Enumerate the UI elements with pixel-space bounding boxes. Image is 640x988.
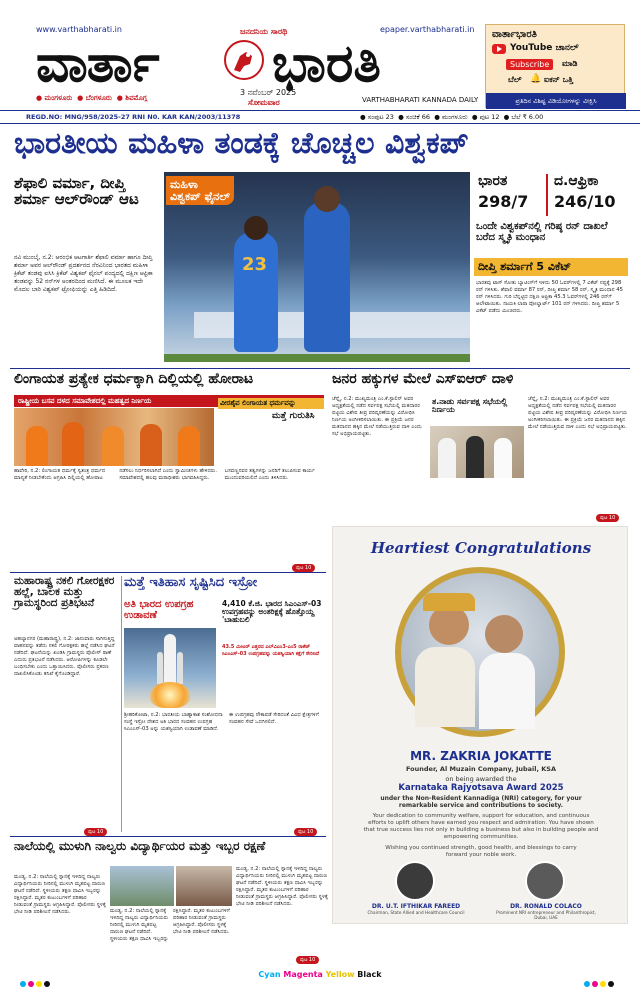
deepti-wickets: ದೀಪ್ತಿ ಶರ್ಮಾಗೆ 5 ವಿಕೆಟ್ <box>474 258 628 276</box>
lingayat-banner: ರಾಷ್ಟ್ರೀಯ ಬಸವ ದಳದ ಸಮಾವೇಶದಲ್ಲಿ ಮಹತ್ವದ ನಿರ್ಣಯ <box>14 395 324 407</box>
isro-note: 43.5 ಮೀಟರ್ ಎತ್ತರದ ಎಲ್‌ವಿಎಂ3-ಎಂ5 ರಾಕೆಟ್ ಸಿಎಂಎಸ್-03 ಉಪಗ್ರಹವನ್ನು ಯಶಸ್ವಿಯಾಗಿ ಕಕ್ಷೆಗೆ ಸೇರಿಸಿದೆ <box>222 644 319 657</box>
sir-photo <box>430 426 524 478</box>
lingayat-photo <box>14 408 214 466</box>
canal-photo-2 <box>176 866 232 906</box>
team-india: ಭಾರತ <box>478 173 508 189</box>
maharashtra-readmore[interactable]: ಪುಟ 10 <box>84 828 107 836</box>
cmyk-black: Black <box>357 970 382 979</box>
volume: ● ಸಂಪುಟ 23 <box>360 113 394 121</box>
sir-headline[interactable]: ಜನರ ಹಕ್ಕುಗಳ ಮೇಲೆ ಎಸ್‌ಐಆರ್ ದಾಳಿ <box>332 371 514 387</box>
canal-readmore[interactable]: ಪುಟ 10 <box>296 956 319 964</box>
subscribe-button[interactable]: Subscribe <box>506 59 553 70</box>
scoreboard <box>474 172 628 218</box>
cmyk-yellow: Yellow <box>325 970 355 979</box>
isro-label: ಅತಿ ಭಾರದ ಉಪಗ್ರಹ ಉಡಾವಣೆ <box>124 599 194 621</box>
pages: ● ಪುಟ 12 <box>471 113 500 121</box>
edition-mangaluru: ● ಮಂಗಳೂರು <box>36 94 73 102</box>
issue-meta <box>360 113 543 122</box>
edition-shivamogga: ● ಶಿವಮೊಗ್ಗ <box>116 94 148 102</box>
canal-body-left: ಮಂಡ್ಯ, ನ.2: ನಾಲೆಯಲ್ಲಿ ಸ್ನಾನಕ್ಕೆ ಇಳಿದಿದ್ದ ನಾಲ್ವರು ವಿದ್ಯಾರ್ಥಿನಿಯರು ನೀರಿನಲ್ಲಿ ಮುಳುಗಿ ಮೃತಪಟ್ಟ ದಾರುಣ ಘಟನೆ ನಡೆದಿದೆ. ಸ್ಥಳೀಯರು ತಕ್ಷಣ ಧಾವಿಸಿ ಇಬ್ಬರನ್ನು ರಕ್ಷಿಸಿದ್ದಾರೆ. ಮೃತರ ಕುಟುಂಬಗಳಿಗೆ ಪರಿಹಾರ ನೀಡುವಂತೆ ಗ್ರಾಮಸ್ಥರು ಆಗ್ರಹಿಸಿದ್ದಾರೆ. ಪೊಲೀಸರು ಸ್ಥಳಕ್ಕೆ ಭೇಟಿ ನೀಡಿ ಪರಿಶೀಲನೆ ನಡೆಸಿದರು. <box>14 874 106 915</box>
team-sa: ದ.ಆಫ್ರಿಕಾ <box>554 173 599 189</box>
lingayat-side-sub: ಮತ್ತೆ ಗುರುತಿಸಿ <box>272 411 315 421</box>
isro-body: ಶ್ರೀಹರಿಕೋಟಾ, ನ.2: ಭಾರತೀಯ ಬಾಹ್ಯಾಕಾಶ ಸಂಶೋಧನಾ ಸಂಸ್ಥೆ ಇಸ್ರೋ ದೇಶದ ಅತಿ ಭಾರದ ಸಂವಹನ ಉಪಗ್ರಹ ಸಿಎಂಎಸ್-03 ಅನ್ನು ಯಶಸ್ವಿಯಾಗಿ ಉಡಾವಣೆ ಮಾಡಿದೆ. ಈ ಉಪಗ್ರಹವು ನೌಕಾಪಡೆ ಸೇರಿದಂತೆ ವಿವಿಧ ಕ್ಷೇತ್ರಗಳಿಗೆ ಸಂವಹನ ಸೇವೆ ಒದಗಿಸಲಿದೆ. <box>124 712 319 732</box>
edition-list <box>36 94 147 103</box>
isro-rocket-photo <box>124 628 216 708</box>
bell-icon: 🔔 <box>530 74 542 84</box>
lead-body-left: ನವಿ ಮುಂಬೈ, ನ.2: ಆರಂಭಿಕ ಆಟಗಾರ್ತಿ ಶೆಫಾಲಿ ವರ್ಮಾ ಹಾಗೂ ದೀಪ್ತಿ ಶರ್ಮಾ ಅವರ ಆಲ್‌ರೌಂಡ್ ಪ್ರದರ್ಶನದ ನೆರವಿನಿಂದ ಭಾರತದ ಮಹಿಳಾ ಕ್ರಿಕೆಟ್ ತಂಡವು ಐಸಿಸಿ ಕ್ರಿಕೆಟ್ ವಿಶ್ವಕಪ್ ಫೈನಲ್ ಪಂದ್ಯದಲ್ಲಿ ದಕ್ಷಿಣ ಆಫ್ರಿಕಾ ತಂಡವನ್ನು 52 ರನ್‌ಗಳ ಅಂತರದಿಂದ ಮಣಿಸಿದೆ. ಈ ಮೂಲಕ ಇದೇ ಮೊದಲ ಬಾರಿ ವಿಶ್ವಕಪ್ ಟ್ರೋಫಿಯನ್ನು ಎತ್ತಿ ಹಿಡಿದಿದೆ. <box>14 254 153 293</box>
youtube-icon <box>492 44 506 54</box>
canal-body-right: ಮಂಡ್ಯ, ನ.2: ನಾಲೆಯಲ್ಲಿ ಸ್ನಾನಕ್ಕೆ ಇಳಿದಿದ್ದ ನಾಲ್ವರು ವಿದ್ಯಾರ್ಥಿನಿಯರು ನೀರಿನಲ್ಲಿ ಮುಳುಗಿ ಮೃತಪಟ್ಟ ದಾರುಣ ಘಟನೆ ನಡೆದಿದೆ. ಸ್ಥಳೀಯರು ತಕ್ಷಣ ಧಾವಿಸಿ ಇಬ್ಬರನ್ನು ರಕ್ಷಿಸಿದ್ದಾರೆ. ಮೃತರ ಕುಟುಂಬಗಳಿಗೆ ಪರಿಹಾರ ನೀಡುವಂತೆ ಗ್ರಾಮಸ್ಥರು ಆಗ್ರಹಿಸಿದ್ದಾರೆ. ಪೊಲೀಸರು ಸ್ಥಳಕ್ಕೆ ಭೇಟಿ ನೀಡಿ ಪರಿಶೀಲನೆ ನಡೆಸಿದರು. <box>236 866 328 907</box>
cmyk-dots-right <box>584 972 616 988</box>
issue-weekday: ಸೋಮವಾರ <box>248 98 280 107</box>
website-link[interactable]: www.varthabharati.in <box>36 25 122 34</box>
promo-footer: ಪ್ರತಿದಿನ ವಿಶಿಷ್ಟ ವಿಡಿಯೋಗಳನ್ನು ವೀಕ್ಷಿಸಿ <box>486 93 626 109</box>
lingayat-headline[interactable]: ಲಿಂಗಾಯತ ಪ್ರತ್ಯೇಕ ಧರ್ಮಕ್ಕಾಗಿ ದಿಲ್ಲಿಯಲ್ಲಿ ಹೋರಾಟ <box>14 371 254 387</box>
edition-bengaluru: ● ಬೆಂಗಳೂರು <box>77 94 112 102</box>
canal-body-mid: ಮಂಡ್ಯ, ನ.2: ನಾಲೆಯಲ್ಲಿ ಸ್ನಾನಕ್ಕೆ ಇಳಿದಿದ್ದ ನಾಲ್ವರು ವಿದ್ಯಾರ್ಥಿನಿಯರು ನೀರಿನಲ್ಲಿ ಮುಳುಗಿ ಮೃತಪಟ್ಟ ದಾರುಣ ಘಟನೆ ನಡೆದಿದೆ. ಸ್ಥಳೀಯರು ತಕ್ಷಣ ಧಾವಿಸಿ ಇಬ್ಬರನ್ನು ರಕ್ಷಿಸಿದ್ದಾರೆ. ಮೃತರ ಕುಟುಂಬಗಳಿಗೆ ಪರಿಹಾರ ನೀಡುವಂತೆ ಗ್ರಾಮಸ್ಥರು ಆಗ್ರಹಿಸಿದ್ದಾರೆ. ಪೊಲೀಸರು ಸ್ಥಳಕ್ಕೆ ಭೇಟಿ ನೀಡಿ ಪರಿಶೀಲನೆ ನಡೆಸಿದರು. <box>110 908 230 942</box>
score-sa: 246/10 <box>554 192 616 211</box>
cmyk-labels <box>0 970 640 979</box>
isro-headline[interactable]: ಮತ್ತೆ ಇತಿಹಾಸ ಸೃಷ್ಟಿಸಿದ ಇಸ್ರೋ <box>124 575 258 590</box>
price: ● ಬೆಲೆ ₹ 6.00 <box>503 113 544 121</box>
promo-youtube: YouTube ಚಾನಲ್ <box>510 43 579 53</box>
issue-date: 3 ನವೆಂಬರ್ 2025 <box>240 88 297 97</box>
canal-photo-1 <box>110 866 174 906</box>
mandhana-record: ಒಂದೇ ವಿಶ್ವಕಪ್‌ನಲ್ಲಿ ಗರಿಷ್ಠ ರನ್ ದಾಖಲೆ ಬರೆದ ಸ್ಮೃತಿ ಮಂಧಾನ <box>476 221 608 243</box>
player-right <box>304 202 350 352</box>
ad-honoree-role: Founder, Al Muzain Company, Jubail, KSA <box>405 765 556 773</box>
promo-bell: ಬೆಲ್ <box>508 75 522 84</box>
lead-body-right: ಭಾರತವು ಟಾಸ್ ಸೋತು ಬ್ಯಾಟಿಂಗ್‌ಗೆ ಇಳಿದು 50 ಓವರ್‌ಗಳಲ್ಲಿ 7 ವಿಕೆಟ್ ನಷ್ಟಕ್ಕೆ 298 ರನ್ ಗಳಿಸಿತು. ಶೆಫಾಲಿ ವರ್ಮಾ 87 ರನ್, ದೀಪ್ತಿ ಶರ್ಮಾ 58 ರನ್, ಸ್ಮೃತಿ ಮಂಧಾನ 45 ರನ್ ಗಳಿಸಿದರು. ಗುರಿ ಬೆನ್ನಟ್ಟಿದ ದಕ್ಷಿಣ ಆಫ್ರಿಕಾ 45.3 ಓವರ್‌ಗಳಲ್ಲಿ 246 ರನ್‌ಗೆ ಆಲೌಟಾಯಿತು. ನಾಯಕಿ ಲಾರಾ ವೋಲ್ವಾರ್ಟ್ 101 ರನ್ ಗಳಿಸಿದರು. ದೀಪ್ತಿ ಶರ್ಮಾ 5 ವಿಕೆಟ್ ಪಡೆದು ಮಿಂಚಿದರು. <box>476 280 623 314</box>
lead-headline[interactable]: ಭಾರತೀಯ ಮಹಿಳಾ ತಂಡಕ್ಕೆ ಚೊಚ್ಚಲ ವಿಶ್ವಕಪ್ <box>14 126 469 161</box>
cmyk-magenta: Magenta <box>283 970 323 979</box>
score-india: 298/7 <box>478 192 529 211</box>
promo-title: ವಾರ್ತಾಭಾರತಿ <box>492 29 537 40</box>
maharashtra-headline[interactable]: ಮಹಾರಾಷ್ಟ್ರ ನಕಲಿ ಗೋರಕ್ಷಕರ ಹಲ್ಲೆ, ಬಾಲಕ ಮತ್ತು ಗ್ರಾಮಸ್ಥರಿಂದ ಪ್ರತಿಭಟನೆ <box>14 575 115 610</box>
sir-body: ಚೆನ್ನೈ, ನ.2: ಮುಖ್ಯಮಂತ್ರಿ ಎಂ.ಕೆ.ಸ್ಟಾಲಿನ್ ಅವರ ಅಧ್ಯಕ್ಷತೆಯಲ್ಲಿ ನಡೆದ ಸರ್ವಪಕ್ಷ ಸಭೆಯಲ್ಲಿ ಮತದಾರರ ಪಟ್ಟಿಯ ವಿಶೇಷ ತೀವ್ರ ಪರಿಷ್ಕರಣೆಯನ್ನು ವಿರೋಧಿಸಿ ನಿರ್ಣಯ ಅಂಗೀಕರಿಸಲಾಯಿತು. ಈ ಪ್ರಕ್ರಿಯೆ ಜನರ ಮತದಾನದ ಹಕ್ಕಿನ ಮೇಲೆ ನಡೆಯುತ್ತಿರುವ ದಾಳಿ ಎಂದು ಸಭೆ ಅಭಿಪ್ರಾಯಪಟ್ಟಿತು. <box>332 396 422 437</box>
tagline: ಜನದನಿಯ ಸಾರಥಿ <box>240 27 288 36</box>
cmyk-cyan: Cyan <box>258 970 281 979</box>
jersey-number: 23 <box>242 254 268 275</box>
ad-photo-frame <box>395 567 565 737</box>
ad-person2-name: DR. RONALD COLACO <box>510 903 582 910</box>
sir-body-right: ಚೆನ್ನೈ, ನ.2: ಮುಖ್ಯಮಂತ್ರಿ ಎಂ.ಕೆ.ಸ್ಟಾಲಿನ್ ಅವರ ಅಧ್ಯಕ್ಷತೆಯಲ್ಲಿ ನಡೆದ ಸರ್ವಪಕ್ಷ ಸಭೆಯಲ್ಲಿ ಮತದಾರರ ಪಟ್ಟಿಯ ವಿಶೇಷ ತೀವ್ರ ಪರಿಷ್ಕರಣೆಯನ್ನು ವಿರೋಧಿಸಿ ನಿರ್ಣಯ ಅಂಗೀಕರಿಸಲಾಯಿತು. ಈ ಪ್ರಕ್ರಿಯೆ ಜನರ ಮತದಾನದ ಹಕ್ಕಿನ ಮೇಲೆ ನಡೆಯುತ್ತಿರುವ ದಾಳಿ ಎಂದು ಸಭೆ ಅಭಿಪ್ರಾಯಪಟ್ಟಿತು. <box>528 396 628 430</box>
ad-wish: Wishing you continued strength, good health, and blessings to carry forward your noble work. <box>385 845 577 858</box>
ad-paragraph: Your dedication to community welfare, support for education, and continuous efforts to uplift others have earned you respect and admiration. You have shown that true success lies not only in building a business but also in building people and empowering communities. <box>363 813 599 840</box>
lingayat-side-head: ವೀರಶೈವ ಲಿಂಗಾಯತ ಧರ್ಮವನ್ನು <box>218 398 324 409</box>
ad-heading: Heartiest Congratulations <box>370 539 592 557</box>
ad-line1: on being awarded the <box>445 775 517 783</box>
daily-label: VARTHABHARATI KANNADA DAILY <box>362 96 479 104</box>
epaper-link[interactable]: epaper.varthabharati.in <box>380 25 475 34</box>
issue: ● ಸಂಚಿಕೆ 66 <box>398 113 431 121</box>
ad-person1-role: Chairman, State Allied and Healthcare Council <box>367 910 465 915</box>
masthead-logo <box>224 40 264 80</box>
ad-person1-name: DR. U.T. IFTHIKAR FAREED <box>371 903 461 910</box>
ad-person1-photo <box>395 861 435 901</box>
sir-readmore[interactable]: ಪುಟ 10 <box>596 514 619 522</box>
horse-logo-icon <box>226 42 262 78</box>
isro-readmore[interactable]: ಪುಟ 10 <box>294 828 317 836</box>
masthead-title-left: ವಾರ್ತಾ <box>36 34 159 94</box>
lead-subheadline: ಶೆಫಾಲಿ ವರ್ಮಾ, ದೀಪ್ತಿ ಶರ್ಮಾ ಆಲ್‌ರೌಂಡ್ ಆಟ <box>14 174 139 208</box>
rocket-exhaust <box>150 682 190 708</box>
ad-honoree-name: MR. ZAKRIA JOKATTE <box>410 749 552 763</box>
canal-headline[interactable]: ನಾಲೆಯಲ್ಲಿ ಮುಳುಗಿ ನಾಲ್ವರು ವಿದ್ಯಾರ್ಥಿಯರ ಮತ್ತು ಇಬ್ಬರ ರಕ್ಷಣೆ <box>14 839 266 853</box>
promo-icon: ಐಕನ್ ಒತ್ತಿ <box>544 75 573 84</box>
youtube-promo[interactable] <box>485 24 625 108</box>
sir-subheadline: ತ.ನಾಡು ಸರ್ವಪಕ್ಷ ಸಭೆಯಲ್ಲಿ ನಿರ್ಣಯ <box>432 397 508 415</box>
player-left <box>234 232 278 352</box>
maharashtra-body: ಅಹಲ್ಯಾನಗರ (ಮಹಾರಾಷ್ಟ್ರ), ನ.2: ಜಾನುವಾರು ಸಾಗಿಸುತ್ತಿದ್ದ ವಾಹನವನ್ನು ತಡೆದು ನಕಲಿ ಗೋರಕ್ಷಕರು ಹಲ್ಲೆ ನಡೆಸಿದ ಘಟನೆ ನಡೆದಿದೆ. ಘಟನೆಯನ್ನು ಖಂಡಿಸಿ ಗ್ರಾಮಸ್ಥರು ಪೊಲೀಸ್ ಠಾಣೆ ಎದುರು ಪ್ರತಿಭಟನೆ ನಡೆಸಿದರು. ಆರೋಪಿಗಳನ್ನು ಕೂಡಲೇ ಬಂಧಿಸಬೇಕು ಎಂದು ಒತ್ತಾಯಿಸಿದರು. ಪೊಲೀಸರು ಪ್ರಕರಣ ದಾಖಲಿಸಿಕೊಂಡು ತನಿಖೆ ಕೈಗೊಂಡಿದ್ದಾರೆ. <box>14 636 115 677</box>
masthead-title-right: ಭಾರತಿ <box>272 34 381 94</box>
promo-made: ಮಾಡಿ <box>562 59 578 68</box>
regd-number: REGD.NO: MNG/958/2025-27 RNI N0. KAR KAN/2003/11378 <box>26 113 241 121</box>
ad-award: Karnataka Rajyotsava Award 2025 <box>398 783 564 793</box>
congrats-ad[interactable] <box>332 526 628 924</box>
ad-person2-photo <box>525 861 565 901</box>
ad-line2: under the Non-Resident Kannadiga (NRI) category, for your remarkable service and contributions to society. <box>380 795 582 809</box>
ad-person2-role: Prominent NRI entrepreneur and Philanthropist, Dubai, UAE <box>496 910 596 920</box>
rocket-body <box>164 634 176 684</box>
final-badge: ಮಹಿಳಾ ವಿಶ್ವಕಪ್ ಫೈನಲ್ <box>166 176 234 205</box>
lingayat-readmore[interactable]: ಪುಟ 10 <box>292 564 315 572</box>
isro-subheadline: 4,410 ಕೆ.ಜಿ. ಭಾರದ ಸಿಎಂಎಸ್-03 ಉಪಗ್ರಹವನ್ನು ಅಂತರಿಕ್ಷಕ್ಕೆ ಹೊತ್ತೊಯ್ದ 'ಬಾಹುಬಲಿ' <box>222 599 322 624</box>
city: ● ಮಂಗಳೂರು <box>434 113 468 121</box>
lingayat-body: ಹಾವೇರಿ, ನ.2: ಲಿಂಗಾಯತ ಧರ್ಮಕ್ಕೆ ಸ್ವತಂತ್ರ ಧರ್ಮದ ಮಾನ್ಯತೆ ನೀಡಬೇಕೆಂದು ಆಗ್ರಹಿಸಿ ದಿಲ್ಲಿಯಲ್ಲಿ ಹೋರಾಟ ನಡೆಸಲು ನಿರ್ಧರಿಸಲಾಗಿದೆ ಎಂದು ಸ್ವಾಮೀಜಿಗಳು ಹೇಳಿದರು. ಸಮಾವೇಶದಲ್ಲಿ ಹಲವು ಮಠಾಧೀಶರು ಭಾಗವಹಿಸಿದ್ದರು. ಬಸವಣ್ಣನವರ ತತ್ವಗಳನ್ನು ಜನರಿಗೆ ತಲುಪಿಸುವ ಕಾರ್ಯ ಮುಂದುವರಿಯಲಿದೆ ಎಂದು ತಿಳಿಸಿದರು. <box>14 468 315 481</box>
